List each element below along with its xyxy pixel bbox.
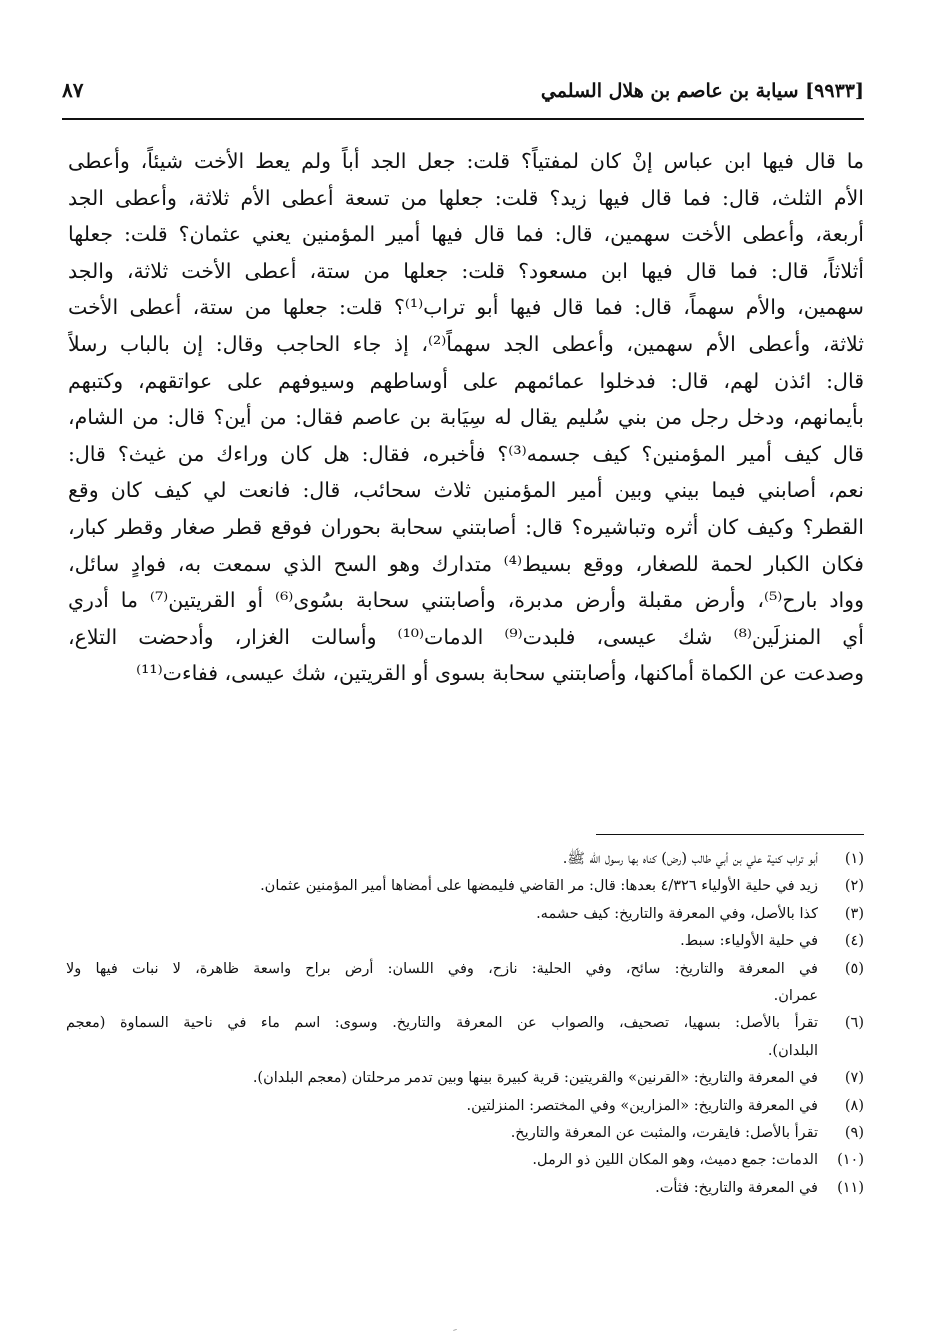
footnote-text: في المعرفة والتاريخ: «المزارين» وفي المختصر: المنزلتين. (466, 1097, 818, 1114)
text-line: أربعة، وأعطى الأخت سهمين، قال: فما قال فيها أمير المؤمنين يعني عثمان؟ قلت: جعلها (68, 222, 864, 247)
page-number: ٨٧ (62, 78, 84, 102)
footnote-text: عمران. (773, 988, 818, 1005)
footnote-text: البلدان). (767, 1042, 818, 1059)
footnote (66, 901, 864, 928)
text-line: ما قال فيها ابن عباس إنْ كان لمفتياً؟ قلت: جعل الجد أباً ولم يعط الأخت شيئاً، وأعطى (68, 149, 864, 173)
footnote-number: (٩) (844, 1125, 864, 1141)
footnotes (66, 846, 864, 1202)
text-line: القطر؟ وكيف كان أثره وتباشيره؟ قال: أصابتني سحابة بحوران فوقع قطر صغار وقطر كبار، (68, 514, 864, 539)
running-title: [٩٩٣٣] سيابة بن عاصم بن هلال السلمي (540, 80, 864, 102)
footnote-text: الدمات: جمع دميث، وهو المكان اللين ذو الرمل. (532, 1152, 818, 1169)
text-line: وصدعت عن الكماة أماكنها، وأصابتني سحابة بسوى أو القريتين، شك عيسى، ففاءت⁽¹¹⁾ (136, 661, 864, 686)
footnote (66, 956, 864, 1011)
footnote (66, 1065, 864, 1092)
text-line: نعم، أصابني فيما بيني وبين أمير المؤمنين ثلاث سحائب، قال: فانعت لي كيف كان وقع (68, 478, 864, 503)
footnote-number: (٤) (844, 933, 864, 950)
footnote-separator (596, 834, 864, 835)
footnote-text: تقرأ بالأصل: فايقرت، والمثبت عن المعرفة والتاريخ. (510, 1125, 818, 1141)
text-line: بأيمانهم، ودخل رجل من بني سُليم يقال له سِيَابة بن عاصم فقال: من أين؟ قال: من الشام، (68, 405, 864, 430)
footnote-number: (٨) (844, 1097, 864, 1114)
text-line: قال كيف أمير المؤمنين؟ كيف جسمه⁽³⁾؟ فأخبره، فقال: هل كان وراءك من غيث؟ قال: (68, 441, 864, 466)
footnote-number: (٦) (844, 1015, 864, 1032)
text-line: الأم الثلث، قال: فما قال فيها زيد؟ قلت: جعلها من تسعة أعطى الأم ثلاثة، وأعطى الجد (68, 185, 864, 210)
footnote-number: (٣) (844, 905, 864, 922)
footnote (66, 846, 864, 873)
footnote-text: تقرأ بالأصل: بسهيا، تصحيف، والصواب عن المعرفة والتاريخ. وسوى: اسم ماء في ناحية السماوة (معجم (66, 1015, 818, 1032)
footnote (66, 1093, 864, 1120)
footnote-text: في المعرفة والتاريخ: سائح، وفي الحلية: نازح، وفي اللسان: أرض براح واسعة ظاهرة، لا نبات فيها ولا (66, 960, 818, 977)
footnote-number: (٥) (844, 960, 864, 977)
footnote-text: زيد في حلية الأولياء ٤/٣٢٦ بعدها: قال: مر القاضي فليمضها على أمضاها أمير المؤمنين عثمان. (260, 878, 818, 895)
text-line: فكان الكبار لحمة للصغار، ووقع بسيط⁽⁴⁾ متدارك وهو السح الذي سمعت به، فوادٍ سائل، (68, 551, 864, 576)
text-line: قال: ائذن لهم، قال: فدخلوا عمائمهم على أوساطهم وسيوفهم على عواتقهم، وكتبهم (68, 368, 864, 393)
footnote (66, 1120, 864, 1147)
footnote (66, 1175, 864, 1202)
footnote-number: (١) (844, 851, 864, 867)
footnote-text: أبو تراب كنية علي بن أبي طالب (رض) كناه بها رسول الله ﷺ. (562, 851, 818, 867)
footnote-text: كذا بالأصل، وفي المعرفة والتاريخ: كيف حشمه. (536, 905, 818, 922)
footnote-text: في حلية الأولياء: سبط. (680, 933, 818, 950)
footnote (66, 1010, 864, 1065)
text-line: وواد بارح⁽⁵⁾، وأرض مقبلة وأرض مدبرة، وأصابتني سحابة بسُوى⁽⁶⁾ أو القريتين⁽⁷⁾ ما أدري (68, 588, 864, 613)
footnote (66, 1147, 864, 1174)
footnote (66, 873, 864, 900)
footnote-text: في المعرفة والتاريخ: «القرنين» والقريتين: قرية كبيرة بينها وبين تدمر مرحلتان (معجم البلدان). (252, 1070, 818, 1087)
footnote-text: في المعرفة والتاريخ: فثأت. (655, 1179, 818, 1196)
page-header (62, 74, 864, 120)
footnote-number: (٢) (844, 878, 864, 895)
text-line: أي المنزلَين⁽⁸⁾ شك عيسى، فلبدت⁽⁹⁾ الدمات⁽¹⁰⁾ وأسالت الغزار، وأدحضت التلاع، (68, 624, 864, 649)
main-text (68, 143, 864, 692)
footnote-number: (١١) (837, 1179, 864, 1196)
text-line: ثلاثة، وأعطى الأم سهمين، وأعطى الجد سهماً⁽²⁾، إذ جاء الحاجب وقال: إن بالباب رسلاً (68, 331, 864, 356)
text-line: أثلاثاً، قال: فما قال فيها ابن مسعود؟ قلت: جعلها من ستة، أعطى الأخت ثلاثة، والجد (68, 258, 864, 283)
text-line: سهمين، والأم سهماً، قال: فما قال فيها أبو تراب⁽¹⁾؟ قلت: جعلها من ستة، أعطى الأخت (68, 295, 864, 320)
footnote (66, 928, 864, 955)
footnote-number: (١٠) (837, 1152, 864, 1169)
footnote-number: (٧) (844, 1070, 864, 1087)
